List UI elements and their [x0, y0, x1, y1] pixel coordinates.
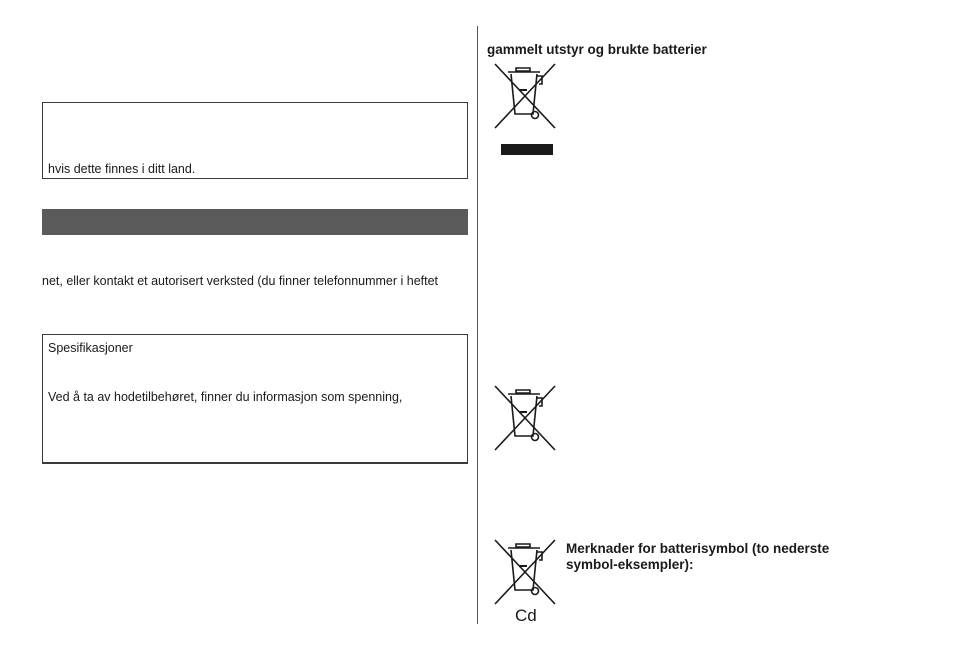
column-divider [477, 26, 478, 624]
notice-box [42, 102, 468, 179]
crossed-out-wheelie-bin-icon [492, 62, 558, 130]
spec-body: Ved å ta av hodetilbehøret, finner du informasjon som spenning, [48, 390, 403, 404]
spec-box [42, 334, 468, 464]
chemical-symbol-label: Cd [515, 606, 537, 625]
section-header-bar [42, 209, 468, 235]
right-heading: gammelt utstyr og brukte batterier [487, 42, 707, 57]
spec-title: Spesifikasjoner [48, 341, 133, 355]
solid-bar [501, 144, 553, 155]
service-text: net, eller kontakt et autorisert verksted (du finner telefonnummer i heftet [42, 274, 439, 288]
notice-text: hvis dette finnes i ditt land. [48, 162, 196, 176]
crossed-out-wheelie-bin-icon [492, 384, 558, 452]
battery-heading-line1: Merknader for batterisymbol (to nederste [566, 541, 830, 556]
battery-heading-line2: symbol-eksempler): [566, 557, 694, 572]
battery-heading [566, 541, 886, 573]
crossed-out-wheelie-bin-icon [492, 538, 558, 606]
